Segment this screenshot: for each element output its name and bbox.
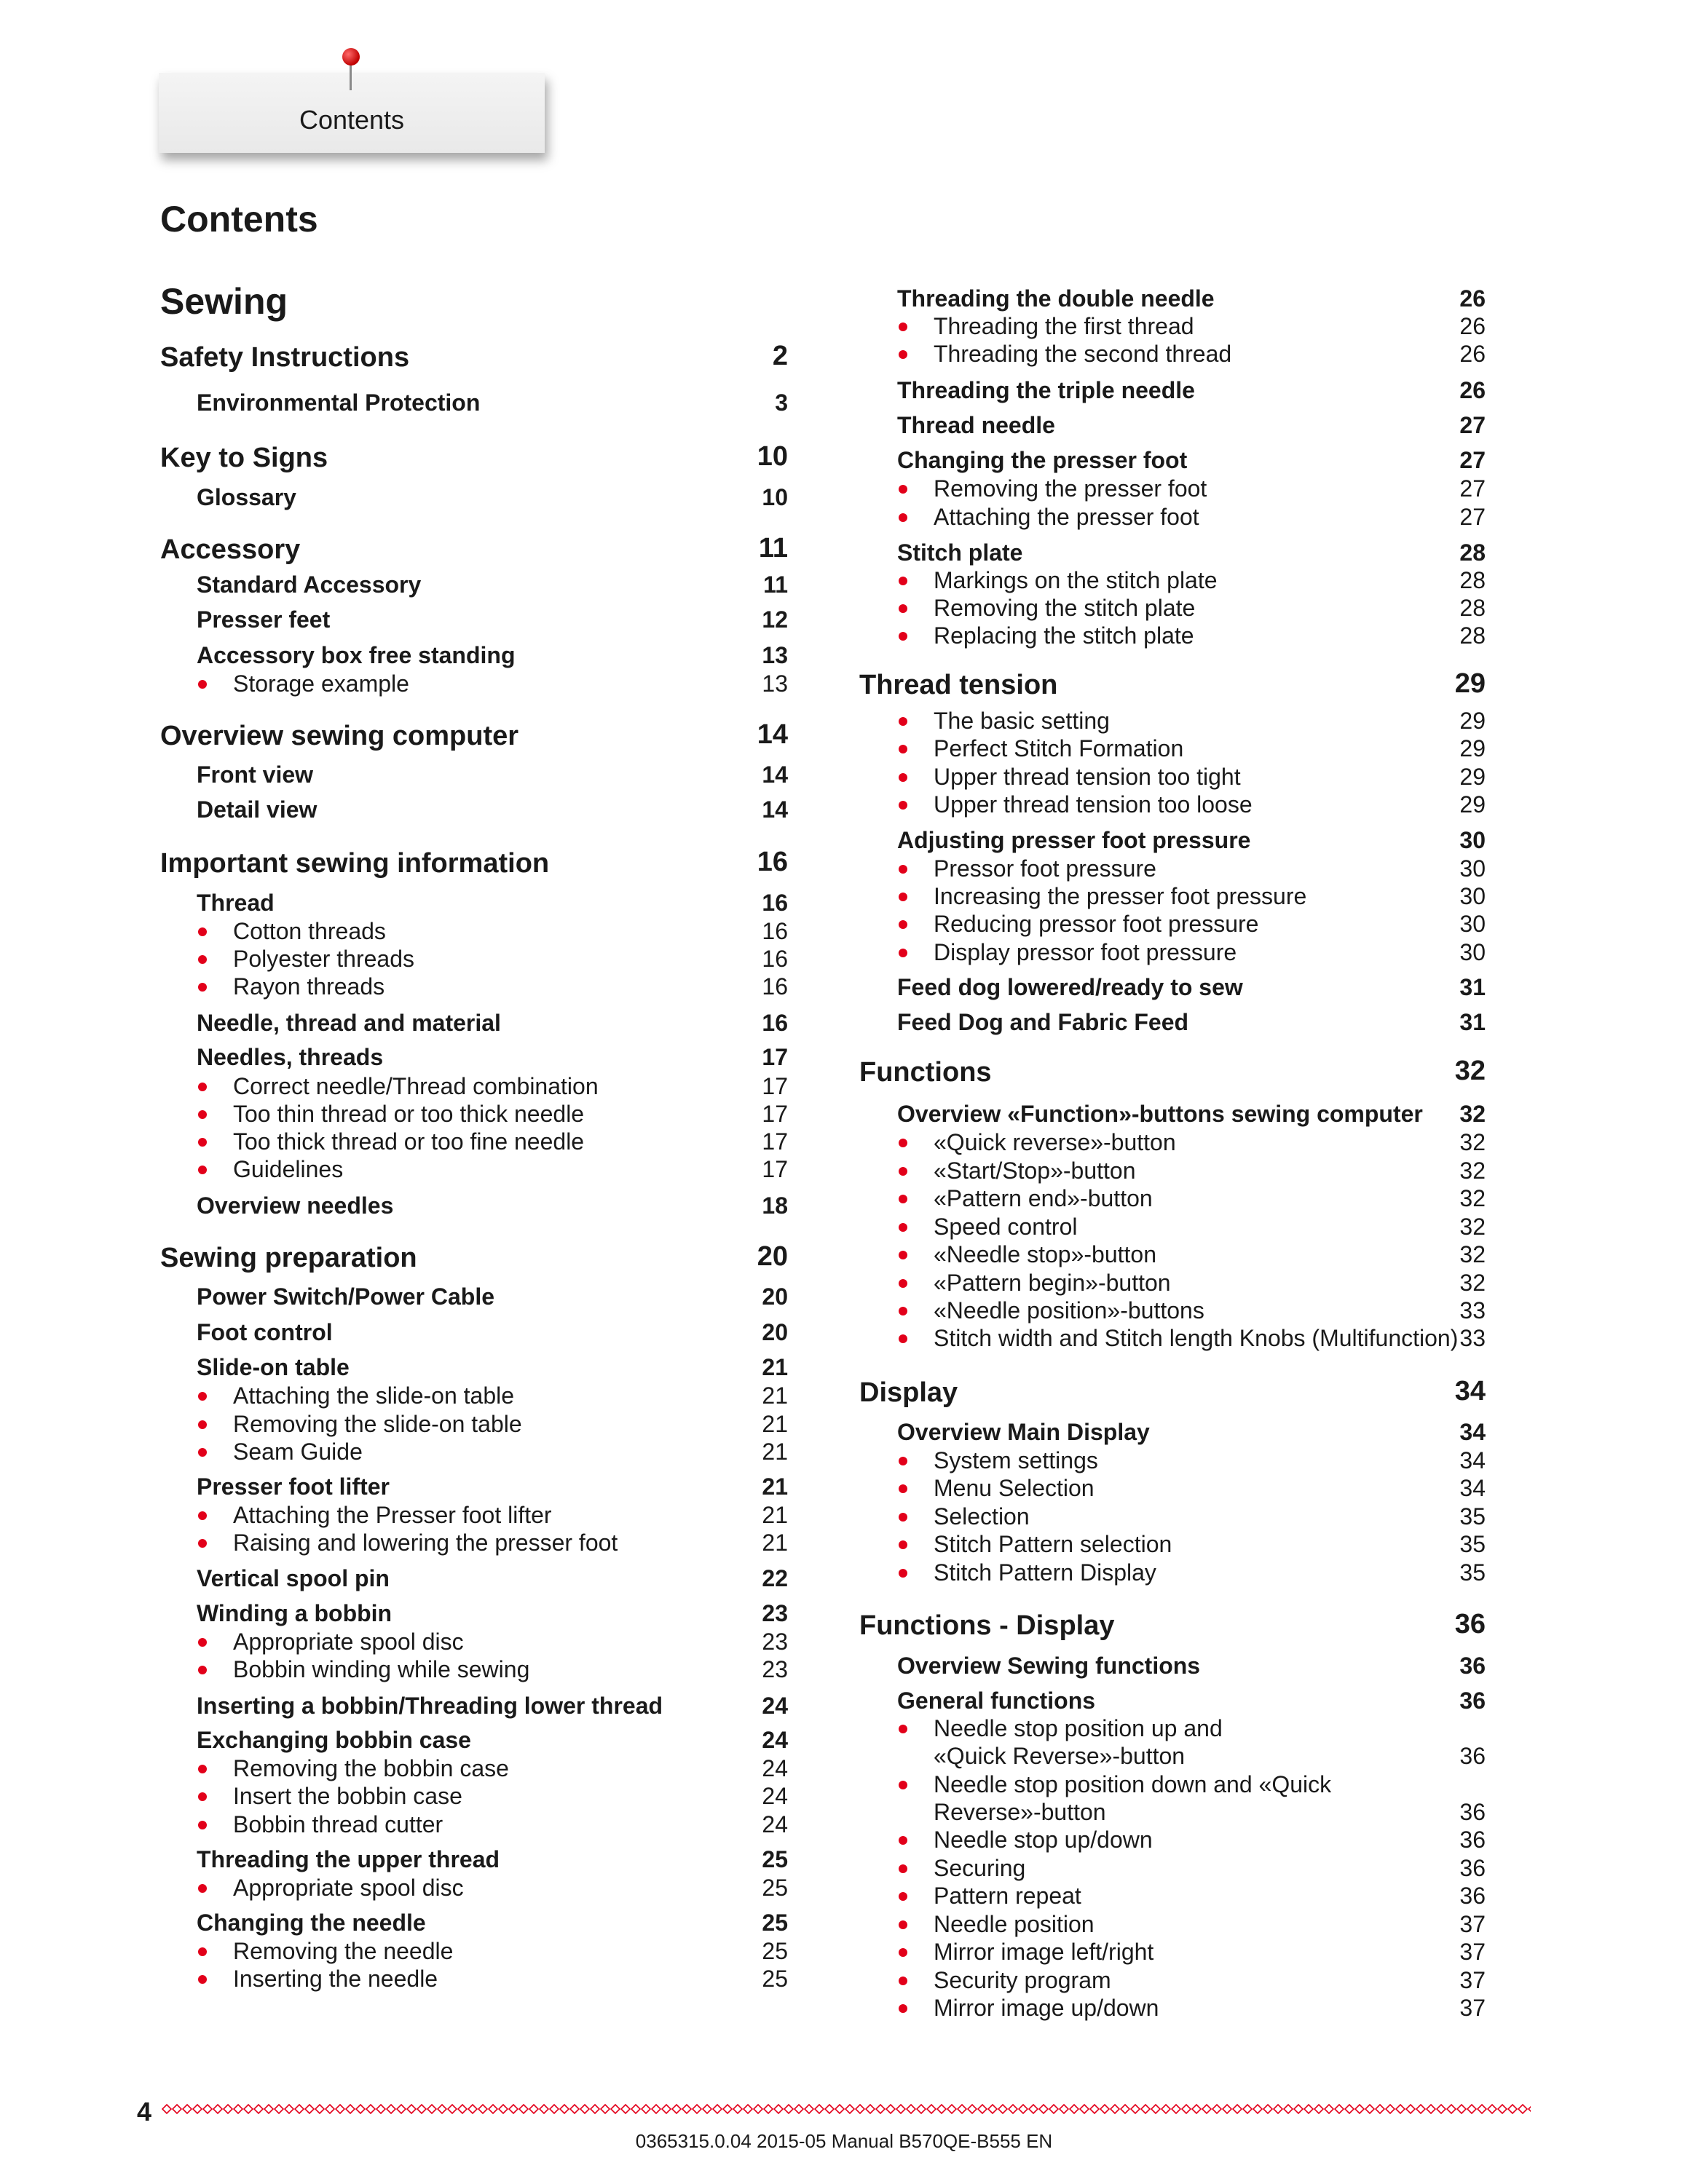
toc-entry-title: Speed control xyxy=(934,1214,1078,1240)
toc-entry-page: 16 xyxy=(762,890,788,916)
page-title: Contents xyxy=(160,199,318,240)
toc-entry-page: 3 xyxy=(775,389,788,416)
bullet-icon xyxy=(899,1513,907,1522)
toc-entry-page: 24 xyxy=(762,1811,788,1837)
toc-entry-page: 16 xyxy=(757,847,788,877)
toc-entry-page: 12 xyxy=(762,606,788,633)
bullet-icon xyxy=(899,632,907,641)
toc-entry-page: 28 xyxy=(1459,567,1486,593)
toc-entry-title: Pattern repeat xyxy=(934,1883,1081,1909)
toc-entry-title: General functions xyxy=(897,1688,1096,1714)
toc-entry-page: 32 xyxy=(1454,1056,1486,1086)
toc-entry-title: Inserting a bobbin/Threading lower thread xyxy=(197,1693,663,1719)
bullet-icon xyxy=(899,1569,907,1578)
toc-entry-title: Appropriate spool disc xyxy=(233,1875,464,1901)
toc-entry-title: Attaching the Presser foot lifter xyxy=(233,1502,552,1528)
bullet-icon xyxy=(899,865,907,874)
toc-entry-page: 34 xyxy=(1454,1376,1486,1406)
toc-entry-title: Needle stop up/down xyxy=(934,1827,1153,1853)
toc-entry-title: Stitch width and Stitch length Knobs (Multifunction) xyxy=(934,1325,1459,1351)
toc-entry-page: 25 xyxy=(762,1966,788,1992)
toc-entry-title: Display pressor foot pressure xyxy=(934,939,1237,965)
toc-entry-page: 32 xyxy=(1459,1158,1486,1184)
bullet-icon xyxy=(899,893,907,901)
toc-entry-title: Stitch Pattern selection xyxy=(934,1531,1172,1557)
bullet-icon xyxy=(198,1392,207,1401)
toc-entry-page: 32 xyxy=(1459,1185,1486,1211)
document-info: 0365315.0.04 2015-05 Manual B570QE-B555 EN xyxy=(635,2130,1053,2152)
toc-entry-title: Overview Main Display xyxy=(897,1419,1150,1445)
toc-entry-page: 34 xyxy=(1459,1419,1486,1445)
toc-entry-title: Security program xyxy=(934,1967,1111,1993)
toc-entry-title: Presser feet xyxy=(197,606,331,633)
toc-entry-page: 17 xyxy=(762,1073,788,1099)
toc-entry-page: 32 xyxy=(1459,1129,1486,1155)
toc-entry-title: Standard Accessory xyxy=(197,571,422,598)
toc-entry-title: Upper thread tension too loose xyxy=(934,791,1253,818)
bullet-icon xyxy=(899,1920,907,1929)
toc-entry-page: 21 xyxy=(762,1382,788,1409)
toc-entry-page: 36 xyxy=(1459,1799,1486,1825)
toc-entry-page: 32 xyxy=(1459,1241,1486,1267)
toc-entry-page: 24 xyxy=(762,1727,788,1753)
toc-entry-title: Polyester threads xyxy=(233,946,415,972)
bullet-icon xyxy=(899,350,907,359)
bullet-icon xyxy=(899,1977,907,1985)
toc-entry-page: 30 xyxy=(1459,883,1486,909)
bullet-icon xyxy=(198,1638,207,1647)
toc-entry-title: Guidelines xyxy=(233,1156,344,1182)
toc-entry-title: Replacing the stitch plate xyxy=(934,622,1194,649)
toc-entry-page: 23 xyxy=(762,1629,788,1655)
toc-entry-title: «Quick reverse»-button xyxy=(934,1129,1176,1155)
toc-entry-title: Rayon threads xyxy=(233,973,385,1000)
toc-entry-page: 37 xyxy=(1459,1939,1486,1965)
toc-entry-title: Needle, thread and material xyxy=(197,1010,501,1036)
toc-entry-title: Attaching the slide-on table xyxy=(233,1382,515,1409)
toc-entry-page: 27 xyxy=(1459,447,1486,473)
toc-entry-page: 16 xyxy=(762,973,788,1000)
bullet-icon xyxy=(899,801,907,810)
bullet-icon xyxy=(198,927,207,936)
pushpin-icon xyxy=(342,48,360,66)
toc-entry-page: 17 xyxy=(762,1156,788,1182)
toc-entry-title: Needle position xyxy=(934,1911,1095,1937)
bullet-icon xyxy=(899,1307,907,1315)
toc-entry-title: Storage example xyxy=(233,670,409,697)
toc-entry-title: Needles, threads xyxy=(197,1044,384,1070)
toc-entry-title: The basic setting xyxy=(934,708,1110,734)
toc-entry-page: 16 xyxy=(762,1010,788,1036)
toc-entry-title: Accessory xyxy=(160,534,301,565)
toc-entry-page: 35 xyxy=(1459,1503,1486,1530)
bullet-icon xyxy=(899,745,907,753)
toc-entry-title: Changing the needle xyxy=(197,1910,426,1936)
bullet-icon xyxy=(899,1864,907,1873)
toc-entry-page: 36 xyxy=(1459,1688,1486,1714)
toc-entry-page: 14 xyxy=(762,796,788,823)
toc-entry-page: 34 xyxy=(1459,1447,1486,1473)
toc-entry-title: Too thick thread or too fine needle xyxy=(233,1128,585,1155)
toc-entry-page: 27 xyxy=(1459,412,1486,438)
toc-entry-page: 26 xyxy=(1459,285,1486,312)
toc-entry-page: 11 xyxy=(763,571,788,598)
toc-entry-title: Overview needles xyxy=(197,1192,394,1219)
bullet-icon xyxy=(899,773,907,782)
decorative-rule xyxy=(162,2100,1531,2118)
toc-entry-title: Too thin thread or too thick needle xyxy=(233,1101,585,1127)
toc-entry-page: 21 xyxy=(762,1473,788,1500)
toc-entry-title: Important sewing information xyxy=(160,848,550,879)
bullet-icon xyxy=(899,1139,907,1147)
toc-entry-page: 36 xyxy=(1459,1883,1486,1909)
bullet-icon xyxy=(198,1765,207,1773)
toc-entry-title: Bobbin winding while sewing xyxy=(233,1656,530,1682)
toc-entry-page: 33 xyxy=(1459,1325,1486,1351)
toc-entry-page: 10 xyxy=(762,484,788,510)
bullet-icon xyxy=(899,2004,907,2013)
toc-entry-page: 17 xyxy=(762,1044,788,1070)
tab-label: Contents xyxy=(299,105,405,135)
toc-entry-page: 30 xyxy=(1459,855,1486,882)
bullet-icon xyxy=(198,955,207,964)
toc-entry-title: Stitch Pattern Display xyxy=(934,1559,1156,1586)
toc-entry-page: 26 xyxy=(1459,377,1486,403)
toc-entry-title: Mirror image left/right xyxy=(934,1939,1154,1965)
toc-entry-title: Sewing preparation xyxy=(160,1243,417,1273)
toc-entry-title: Mirror image up/down xyxy=(934,1995,1159,2021)
toc-entry-page: 35 xyxy=(1459,1531,1486,1557)
toc-entry-page: 31 xyxy=(1459,974,1486,1000)
toc-entry-page: 29 xyxy=(1459,791,1486,818)
toc-entry-title: Key to Signs xyxy=(160,443,328,473)
bullet-icon xyxy=(198,1666,207,1674)
toc-entry-title: Functions xyxy=(859,1057,992,1088)
toc-entry-page: 36 xyxy=(1459,1827,1486,1853)
toc-entry-title: Vertical spool pin xyxy=(197,1565,390,1591)
bullet-icon xyxy=(899,1892,907,1901)
toc-entry-title: Increasing the presser foot pressure xyxy=(934,883,1307,909)
toc-entry-page: 26 xyxy=(1459,341,1486,367)
toc-entry-page: 28 xyxy=(1459,622,1486,649)
bullet-icon xyxy=(899,1725,907,1733)
bullet-icon xyxy=(198,1448,207,1457)
toc-entry-title: «Start/Stop»-button xyxy=(934,1158,1136,1184)
bullet-icon xyxy=(899,485,907,494)
toc-entry-page: 35 xyxy=(1459,1559,1486,1586)
bullet-icon xyxy=(198,1947,207,1956)
toc-entry-page: 31 xyxy=(1459,1009,1486,1035)
bullet-icon xyxy=(899,920,907,929)
bullet-icon xyxy=(198,1539,207,1548)
bullet-icon xyxy=(198,680,207,689)
toc-entry-title: Glossary xyxy=(197,484,296,510)
bullet-icon xyxy=(198,1110,207,1119)
toc-entry-page: 21 xyxy=(762,1439,788,1465)
bullet-icon xyxy=(198,1166,207,1174)
bullet-icon xyxy=(198,1884,207,1893)
toc-entry-title: Overview «Function»-buttons sewing computer xyxy=(897,1101,1423,1127)
bullet-icon xyxy=(899,1223,907,1232)
toc-entry-title: Presser foot lifter xyxy=(197,1473,390,1500)
toc-entry-title: Raising and lowering the presser foot xyxy=(233,1530,618,1556)
toc-entry-title: Threading the double needle xyxy=(897,285,1215,312)
toc-entry-title: Insert the bobbin case xyxy=(233,1783,462,1809)
toc-entry-title: «Pattern begin»-button xyxy=(934,1270,1171,1296)
toc-entry-page: 29 xyxy=(1459,708,1486,734)
toc-entry-title: Removing the presser foot xyxy=(934,475,1207,502)
toc-entry-title: Front view xyxy=(197,761,314,788)
toc-entry-page: 21 xyxy=(762,1411,788,1437)
toc-entry-page: 17 xyxy=(762,1101,788,1127)
toc-entry-title: Reducing pressor foot pressure xyxy=(934,911,1259,937)
bullet-icon xyxy=(899,604,907,613)
toc-entry-title: Bobbin thread cutter xyxy=(233,1811,443,1837)
toc-entry-page: 13 xyxy=(762,642,788,668)
toc-entry-title: «Needle stop»-button xyxy=(934,1241,1156,1267)
toc-entry-title: Attaching the presser foot xyxy=(934,504,1199,530)
toc-entry-page: 20 xyxy=(757,1241,788,1272)
toc-entry-title: Accessory box free standing xyxy=(197,642,516,668)
bullet-icon xyxy=(198,1821,207,1829)
toc-entry-title: Securing xyxy=(934,1855,1026,1881)
toc-entry-page: 2 xyxy=(772,341,788,371)
toc-entry-page: 22 xyxy=(762,1565,788,1591)
bullet-icon xyxy=(198,1138,207,1147)
toc-entry-page: 21 xyxy=(762,1530,788,1556)
toc-entry-title: Inserting the needle xyxy=(233,1966,438,1992)
toc-entry-title: Safety Instructions xyxy=(160,342,410,373)
bullet-icon xyxy=(899,1948,907,1957)
toc-entry-page: 20 xyxy=(762,1319,788,1345)
toc-entry-title: Selection xyxy=(934,1503,1030,1530)
toc-entry-title: Menu Selection xyxy=(934,1475,1095,1501)
toc-entry-page: 32 xyxy=(1459,1270,1486,1296)
bullet-icon xyxy=(198,1083,207,1091)
toc-entry-title: Appropriate spool disc xyxy=(233,1629,464,1655)
toc-entry-page: 36 xyxy=(1459,1743,1486,1769)
toc-entry-page: 16 xyxy=(762,946,788,972)
toc-entry-title: Changing the presser foot xyxy=(897,447,1188,473)
toc-entry-title: Overview sewing computer xyxy=(160,721,519,751)
toc-entry-title: Power Switch/Power Cable xyxy=(197,1283,494,1310)
toc-entry-title: Adjusting presser foot pressure xyxy=(897,827,1251,853)
toc-entry-page: 24 xyxy=(762,1755,788,1781)
toc-entry-page: 30 xyxy=(1459,911,1486,937)
bullet-icon xyxy=(899,1334,907,1343)
toc-entry-title: Removing the needle xyxy=(233,1938,454,1964)
toc-entry-page: 25 xyxy=(762,1910,788,1936)
bullet-icon xyxy=(899,577,907,585)
toc-entry-title: Perfect Stitch Formation xyxy=(934,735,1184,761)
toc-entry-title: Thread xyxy=(197,890,275,916)
toc-entry-title: Threading the upper thread xyxy=(197,1846,500,1872)
toc-entry-title: Detail view xyxy=(197,796,318,823)
toc-entry-title: Seam Guide xyxy=(233,1439,363,1465)
toc-entry-title: Threading the first thread xyxy=(934,313,1194,339)
toc-entry-page: 25 xyxy=(762,1875,788,1901)
bullet-icon xyxy=(899,717,907,726)
toc-entry-page: 17 xyxy=(762,1128,788,1155)
toc-entry-page: 27 xyxy=(1459,475,1486,502)
toc-entry-page: 25 xyxy=(762,1938,788,1964)
bullet-icon xyxy=(899,1484,907,1493)
toc-entry-page: 37 xyxy=(1459,1967,1486,1993)
toc-entry-title: Overview Sewing functions xyxy=(897,1653,1201,1679)
toc-entry-title: Removing the bobbin case xyxy=(233,1755,509,1781)
toc-entry-title: Stitch plate xyxy=(897,539,1023,566)
toc-entry-page: 34 xyxy=(1459,1475,1486,1501)
bullet-icon xyxy=(899,949,907,957)
bullet-icon xyxy=(899,1167,907,1176)
toc-entry-title: Correct needle/Thread combination xyxy=(233,1073,599,1099)
toc-entry-page: 30 xyxy=(1459,827,1486,853)
toc-entry-page: 14 xyxy=(762,761,788,788)
bullet-icon xyxy=(198,1420,207,1429)
toc-entry-page: 29 xyxy=(1454,668,1486,699)
toc-entry-title: Winding a bobbin xyxy=(197,1600,393,1626)
contents-tab xyxy=(159,73,545,153)
toc-entry-page: 36 xyxy=(1454,1609,1486,1639)
toc-entry-page: 32 xyxy=(1459,1101,1486,1127)
toc-entry-page: 25 xyxy=(762,1846,788,1872)
toc-entry-page: 10 xyxy=(757,441,788,472)
toc-entry-title: Removing the stitch plate xyxy=(934,595,1196,621)
toc-entry-title: Foot control xyxy=(197,1319,333,1345)
toc-entry-page: 13 xyxy=(762,670,788,697)
bullet-icon xyxy=(899,513,907,522)
toc-entry-title: Needle stop position down and «Quick xyxy=(934,1771,1332,1797)
toc-entry-title: Threading the second thread xyxy=(934,341,1232,367)
toc-entry-page: 36 xyxy=(1459,1855,1486,1881)
toc-entry-page: 21 xyxy=(762,1354,788,1380)
toc-entry-title: Upper thread tension too tight xyxy=(934,764,1241,790)
bullet-icon xyxy=(899,1836,907,1845)
bullet-icon xyxy=(899,1279,907,1288)
toc-entry-page: 24 xyxy=(762,1693,788,1719)
pin-needle xyxy=(350,64,352,90)
toc-entry-page: 20 xyxy=(762,1283,788,1310)
toc-entry-title: Thread needle xyxy=(897,412,1055,438)
toc-entry-title: Removing the slide-on table xyxy=(233,1411,522,1437)
toc-entry-page: 33 xyxy=(1459,1297,1486,1324)
toc-entry-page: 27 xyxy=(1459,504,1486,530)
toc-entry-title: «Needle position»-buttons xyxy=(934,1297,1204,1324)
toc-entry-title: Feed dog lowered/ready to sew xyxy=(897,974,1243,1000)
toc-entry-page: 32 xyxy=(1459,1214,1486,1240)
toc-entry-title: Reverse»-button xyxy=(934,1799,1106,1825)
toc-entry-page: 21 xyxy=(762,1502,788,1528)
toc-entry-page: 23 xyxy=(762,1656,788,1682)
page-number: 4 xyxy=(137,2097,152,2126)
bullet-icon xyxy=(899,1457,907,1465)
toc-entry-page: 28 xyxy=(1459,539,1486,566)
toc-entry-page: 26 xyxy=(1459,313,1486,339)
toc-entry-page: 37 xyxy=(1459,1995,1486,2021)
toc-entry-title: Sewing xyxy=(160,281,288,322)
toc-entry-page: 30 xyxy=(1459,939,1486,965)
toc-entry-title: System settings xyxy=(934,1447,1098,1473)
toc-entry-page: 29 xyxy=(1459,764,1486,790)
toc-entry-title: Display xyxy=(859,1377,958,1408)
toc-entry-page: 36 xyxy=(1459,1653,1486,1679)
toc-entry-page: 28 xyxy=(1459,595,1486,621)
toc-entry-page: 24 xyxy=(762,1783,788,1809)
toc-entry-title: Pressor foot pressure xyxy=(934,855,1156,882)
toc-entry-title: Threading the triple needle xyxy=(897,377,1195,403)
bullet-icon xyxy=(198,1511,207,1520)
toc-entry-title: Thread tension xyxy=(859,670,1058,700)
toc-entry-title: «Quick Reverse»-button xyxy=(934,1743,1186,1769)
bullet-icon xyxy=(899,1195,907,1203)
bullet-icon xyxy=(198,1792,207,1801)
bullet-icon xyxy=(198,983,207,992)
toc-entry-page: 16 xyxy=(762,918,788,944)
toc-entry-page: 37 xyxy=(1459,1911,1486,1937)
toc-entry-page: 11 xyxy=(758,533,788,563)
toc-entry-title: Functions - Display xyxy=(859,1610,1115,1641)
bullet-icon xyxy=(899,1251,907,1259)
toc-entry-page: 29 xyxy=(1459,735,1486,761)
bullet-icon xyxy=(899,323,907,331)
toc-entry-title: Environmental Protection xyxy=(197,389,481,416)
toc-entry-title: «Pattern end»-button xyxy=(934,1185,1153,1211)
toc-entry-title: Slide-on table xyxy=(197,1354,350,1380)
toc-entry-title: Feed Dog and Fabric Feed xyxy=(897,1009,1189,1035)
toc-entry-title: Cotton threads xyxy=(233,918,386,944)
toc-entry-page: 18 xyxy=(762,1192,788,1219)
bullet-icon xyxy=(899,1781,907,1789)
toc-entry-page: 14 xyxy=(757,719,788,750)
bullet-icon xyxy=(198,1975,207,1984)
toc-entry-page: 23 xyxy=(762,1600,788,1626)
toc-entry-title: Exchanging bobbin case xyxy=(197,1727,471,1753)
toc-entry-title: Needle stop position up and xyxy=(934,1715,1223,1741)
bullet-icon xyxy=(899,1540,907,1549)
toc-entry-title: Markings on the stitch plate xyxy=(934,567,1218,593)
